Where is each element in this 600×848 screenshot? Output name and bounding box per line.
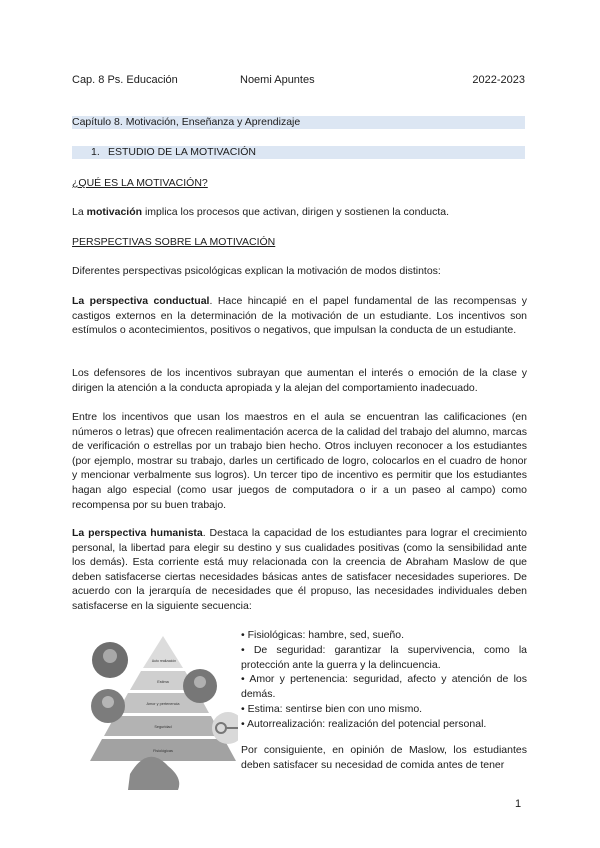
photo-figure (103, 649, 117, 663)
section-title: ESTUDIO DE LA MOTIVACIÓN (108, 146, 256, 158)
needs-item: • De seguridad: garantizar la supervivencia, como la protección ante la guerra y la delincuencia. (241, 643, 527, 671)
definition-text: implica los procesos que activan, dirigen y sostienen la conducta. (142, 206, 450, 218)
needs-item: • Autorrealización: realización del potencial personal. (241, 717, 487, 730)
needs-item: • Amor y pertenencia: seguridad, afecto y atención de los demás. (241, 673, 527, 701)
needs-item: • Fisiológicas: hambre, sed, sueño. (241, 629, 405, 641)
definition-prefix: La (72, 206, 87, 218)
header-year: 2022-2023 (472, 74, 525, 86)
definition-term: motivación (86, 206, 143, 218)
conclusion-paragraph (241, 743, 527, 773)
conductual-paragraph (72, 294, 527, 338)
pyramid-label-4: Seguridad (154, 725, 172, 729)
humanista-term: La perspectiva humanista (72, 527, 203, 539)
incentivos-paragraph (72, 410, 527, 512)
pyramid-label-2: Estima (157, 680, 169, 684)
maslow-pyramid (88, 626, 238, 791)
needs-list (241, 628, 527, 732)
pyramid-label-1: Auto realización (151, 659, 177, 663)
definition-paragraph (72, 205, 527, 220)
pyramid-label-3: Amor y pertenencia (146, 702, 180, 706)
defensores-text: Los defensores de los incentivos subrayan que aumentan el interés o emoción de la clase y dirigen la atención a la conducta apropiada y la alejan del comportamiento inadecuado. (72, 367, 527, 394)
pyramid-label-5: Fisiológicas (153, 749, 173, 753)
photo-figure (102, 696, 114, 708)
humanista-paragraph (72, 526, 527, 614)
page-number: 1 (515, 798, 522, 810)
defensores-paragraph (72, 366, 527, 395)
page-header (72, 74, 525, 88)
section-heading (72, 146, 525, 159)
photo-figure (194, 676, 206, 688)
conductual-term: La perspectiva conductual (72, 295, 210, 307)
pyramid-level-1 (143, 636, 183, 668)
header-author: Noemi Apuntes (240, 74, 315, 86)
chapter-title: Capítulo 8. Motivación, Enseñanza y Aprendizaje (72, 116, 525, 129)
section-number: 1. (91, 146, 100, 158)
needs-item: • Estima: sentirse bien con uno mismo. (241, 702, 423, 715)
conclusion-text: Por consiguiente, en opinión de Maslow, los estudiantes deben satisfacer su necesidad de comida antes de tener (241, 744, 527, 771)
humanista-text: . Destaca la capacidad de los estudiantes para lograr el crecimiento personal, la libertad para elegir su destino y sus cualidades positivas (como la sensibilidad ante los demás). Esta corriente está muy relacionada con la creencia de Abraham Maslow de que deben satisfacerse ciertas necesidades básicas antes de satisfacer necesidades superiores. De acuerdo con la jerarquía de necesidades que él propuso, las necesidades individuales deben satisfacerse en la siguiente secuencia: (72, 527, 527, 612)
perspectives-intro (72, 264, 527, 279)
photo-bottom (128, 757, 179, 790)
incentivos-text: Entre los incentivos que usan los maestros en el aula se encuentran las calificaciones (en números o letras) que ofrecen realimentación acerca de la calidad del trabajo del alumno, marcas de verificación o estrellas por un trabajo bien hecho. Otros incluyen reconocer a los estudiantes (por ejemplo, mostrar su trabajo, darles un certificado de logro, colocarlos en el cuadro de honor y mencionar verbalmente sus logros). Un tercer tipo de incentivo es permitir que los estudiantes hagan algo especial (como usar juegos de computadora o ir a un paseo al campo) como recompensa por su buen trabajo. (72, 411, 527, 511)
header-course: Cap. 8 Ps. Educación (72, 74, 178, 86)
perspectives-heading: PERSPECTIVAS SOBRE LA MOTIVACIÓN (72, 236, 276, 248)
perspectives-intro-text: Diferentes perspectivas psicológicas explican la motivación de modos distintos: (72, 265, 441, 277)
conductual-text: . Hace hincapié en el papel fundamental de las recompensas y castigos externos en la determinación de la motivación de un estudiante. Los incentivos son estímulos o acontecimientos, positivos o negativos, que impulsan la conducta de un estudiante. (72, 295, 527, 337)
question-heading: ¿QUÉ ES LA MOTIVACIÓN? (72, 177, 208, 189)
